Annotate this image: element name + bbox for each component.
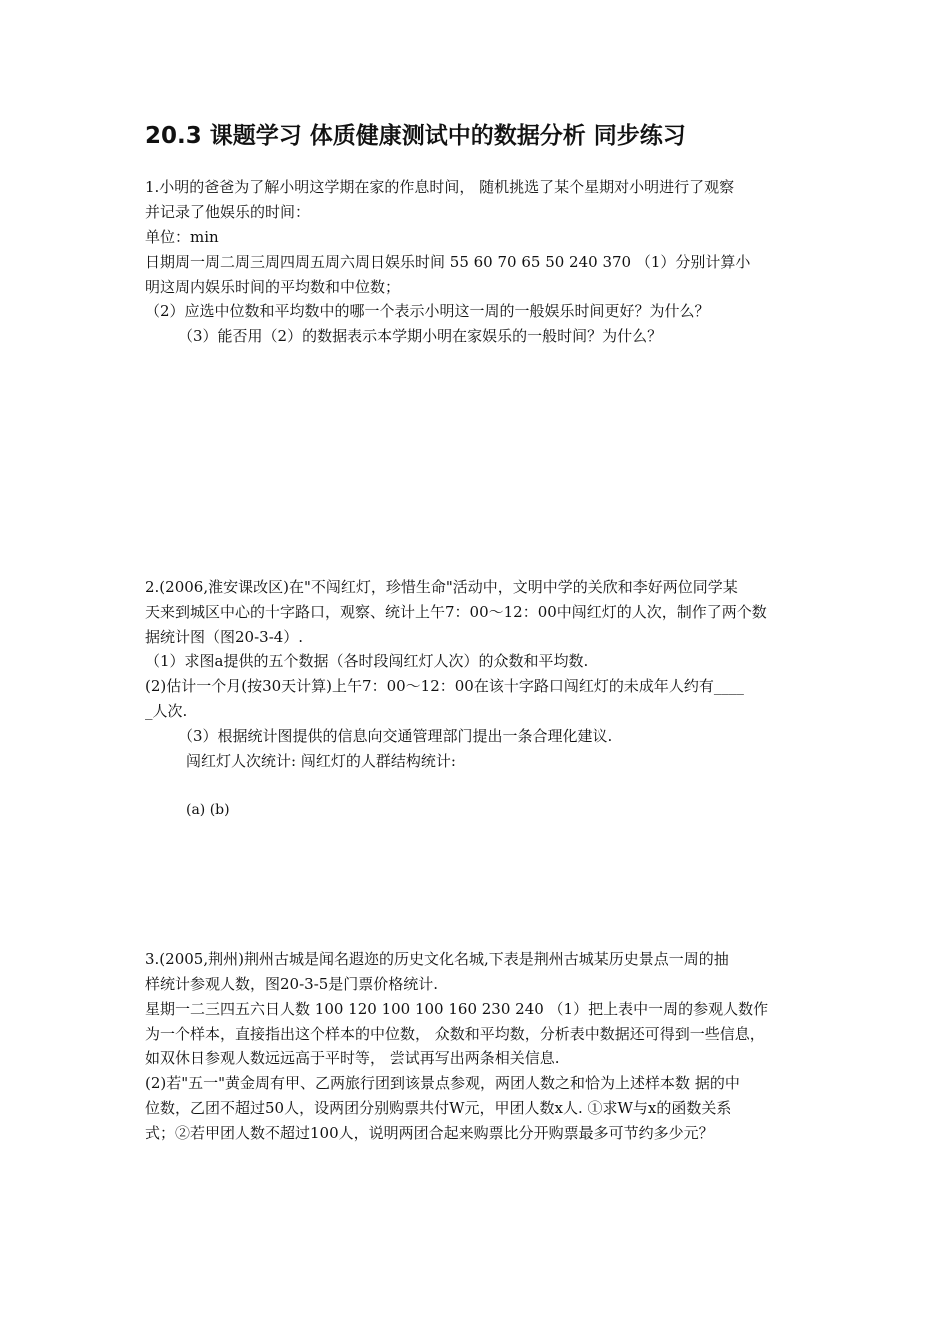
q3-line-7: 位数，乙团不超过50人，设两团分别购票共付W元，甲团人数x人. ①求W与x的函数关系 [145,1099,732,1117]
q2-line-5: (2)估计一个月(按30天计算)上午7：00～12：00在该十字路口闯红灯的未成年人约有____ [145,677,744,695]
q3-line-5: 如双休日参观人数远远高于平时等， 尝试再写出两条相关信息. [145,1049,560,1067]
q1-line-5: 明这周内娱乐时间的平均数和中位数； [145,278,401,296]
q2-line-3: 据统计图（图20-3-4）. [145,628,304,646]
q2-line-1: 2.(2006,淮安课改区)在"不闯红灯，珍惜生命"活动中，文明中学的关欣和李好两位同学某 [145,578,738,596]
q1-line-6: （2）应选中位数和平均数中的哪一个表示小明这一周的一般娱乐时间更好？为什么？ [145,302,710,320]
q2-line-7: （3）根据统计图提供的信息向交通管理部门提出一条合理化建议. [178,727,613,745]
q2-line-6: _人次. [145,702,188,720]
q2-line-8: 闯红灯人次统计: 闯红灯的人群结构统计: [186,752,456,770]
q3-line-1: 3.(2005,荆州)荆州古城是闻名遐迩的历史文化名城,下表是荆州古城某历史景点一周的抽 [145,950,729,968]
q3-line-4: 为一个样本，直接指出这个样本的中位数， 众数和平均数，分析表中数据还可得到一些信息， [145,1025,765,1043]
q1-line-7: （3）能否用（2）的数据表示本学期小明在家娱乐的一般时间？为什么？ [178,327,663,345]
page-title: 20.3 课题学习 体质健康测试中的数据分析 同步练习 [145,123,686,149]
q1-line-1: 1.小明的爸爸为了解小明这学期在家的作息时间， 随机挑选了某个星期对小明进行了观察 [145,178,735,196]
q3-line-6: (2)若"五一"黄金周有甲、乙两旅行团到该景点参观，两团人数之和恰为上述样本数 据的中 [145,1074,740,1092]
q3-line-2: 样统计参观人数，图20-3-5是门票价格统计. [145,975,439,993]
q1-line-3: 单位：min [145,228,219,246]
q2-line-4: （1）求图a提供的五个数据（各时段闯红灯人次）的众数和平均数. [145,652,589,670]
q1-line-2: 并记录了他娱乐的时间： [145,203,311,221]
q2-figure-labels: (a) (b) [186,802,230,818]
q1-line-4: 日期周一周二周三周四周五周六周日娱乐时间 55 60 70 65 50 240 370 （1）分别计算小 [145,253,751,271]
q3-line-3: 星期一二三四五六日人数 100 120 100 100 160 230 240 （1）把上表中一周的参观人数作 [145,1000,769,1018]
q2-line-2: 天来到城区中心的十字路口，观察、统计上午7：00～12：00中闯红灯的人次，制作了两个数 [145,603,767,621]
q3-line-8: 式；②若甲团人数不超过100人，说明两团合起来购票比分开购票最多可节约多少元？ [145,1124,714,1142]
